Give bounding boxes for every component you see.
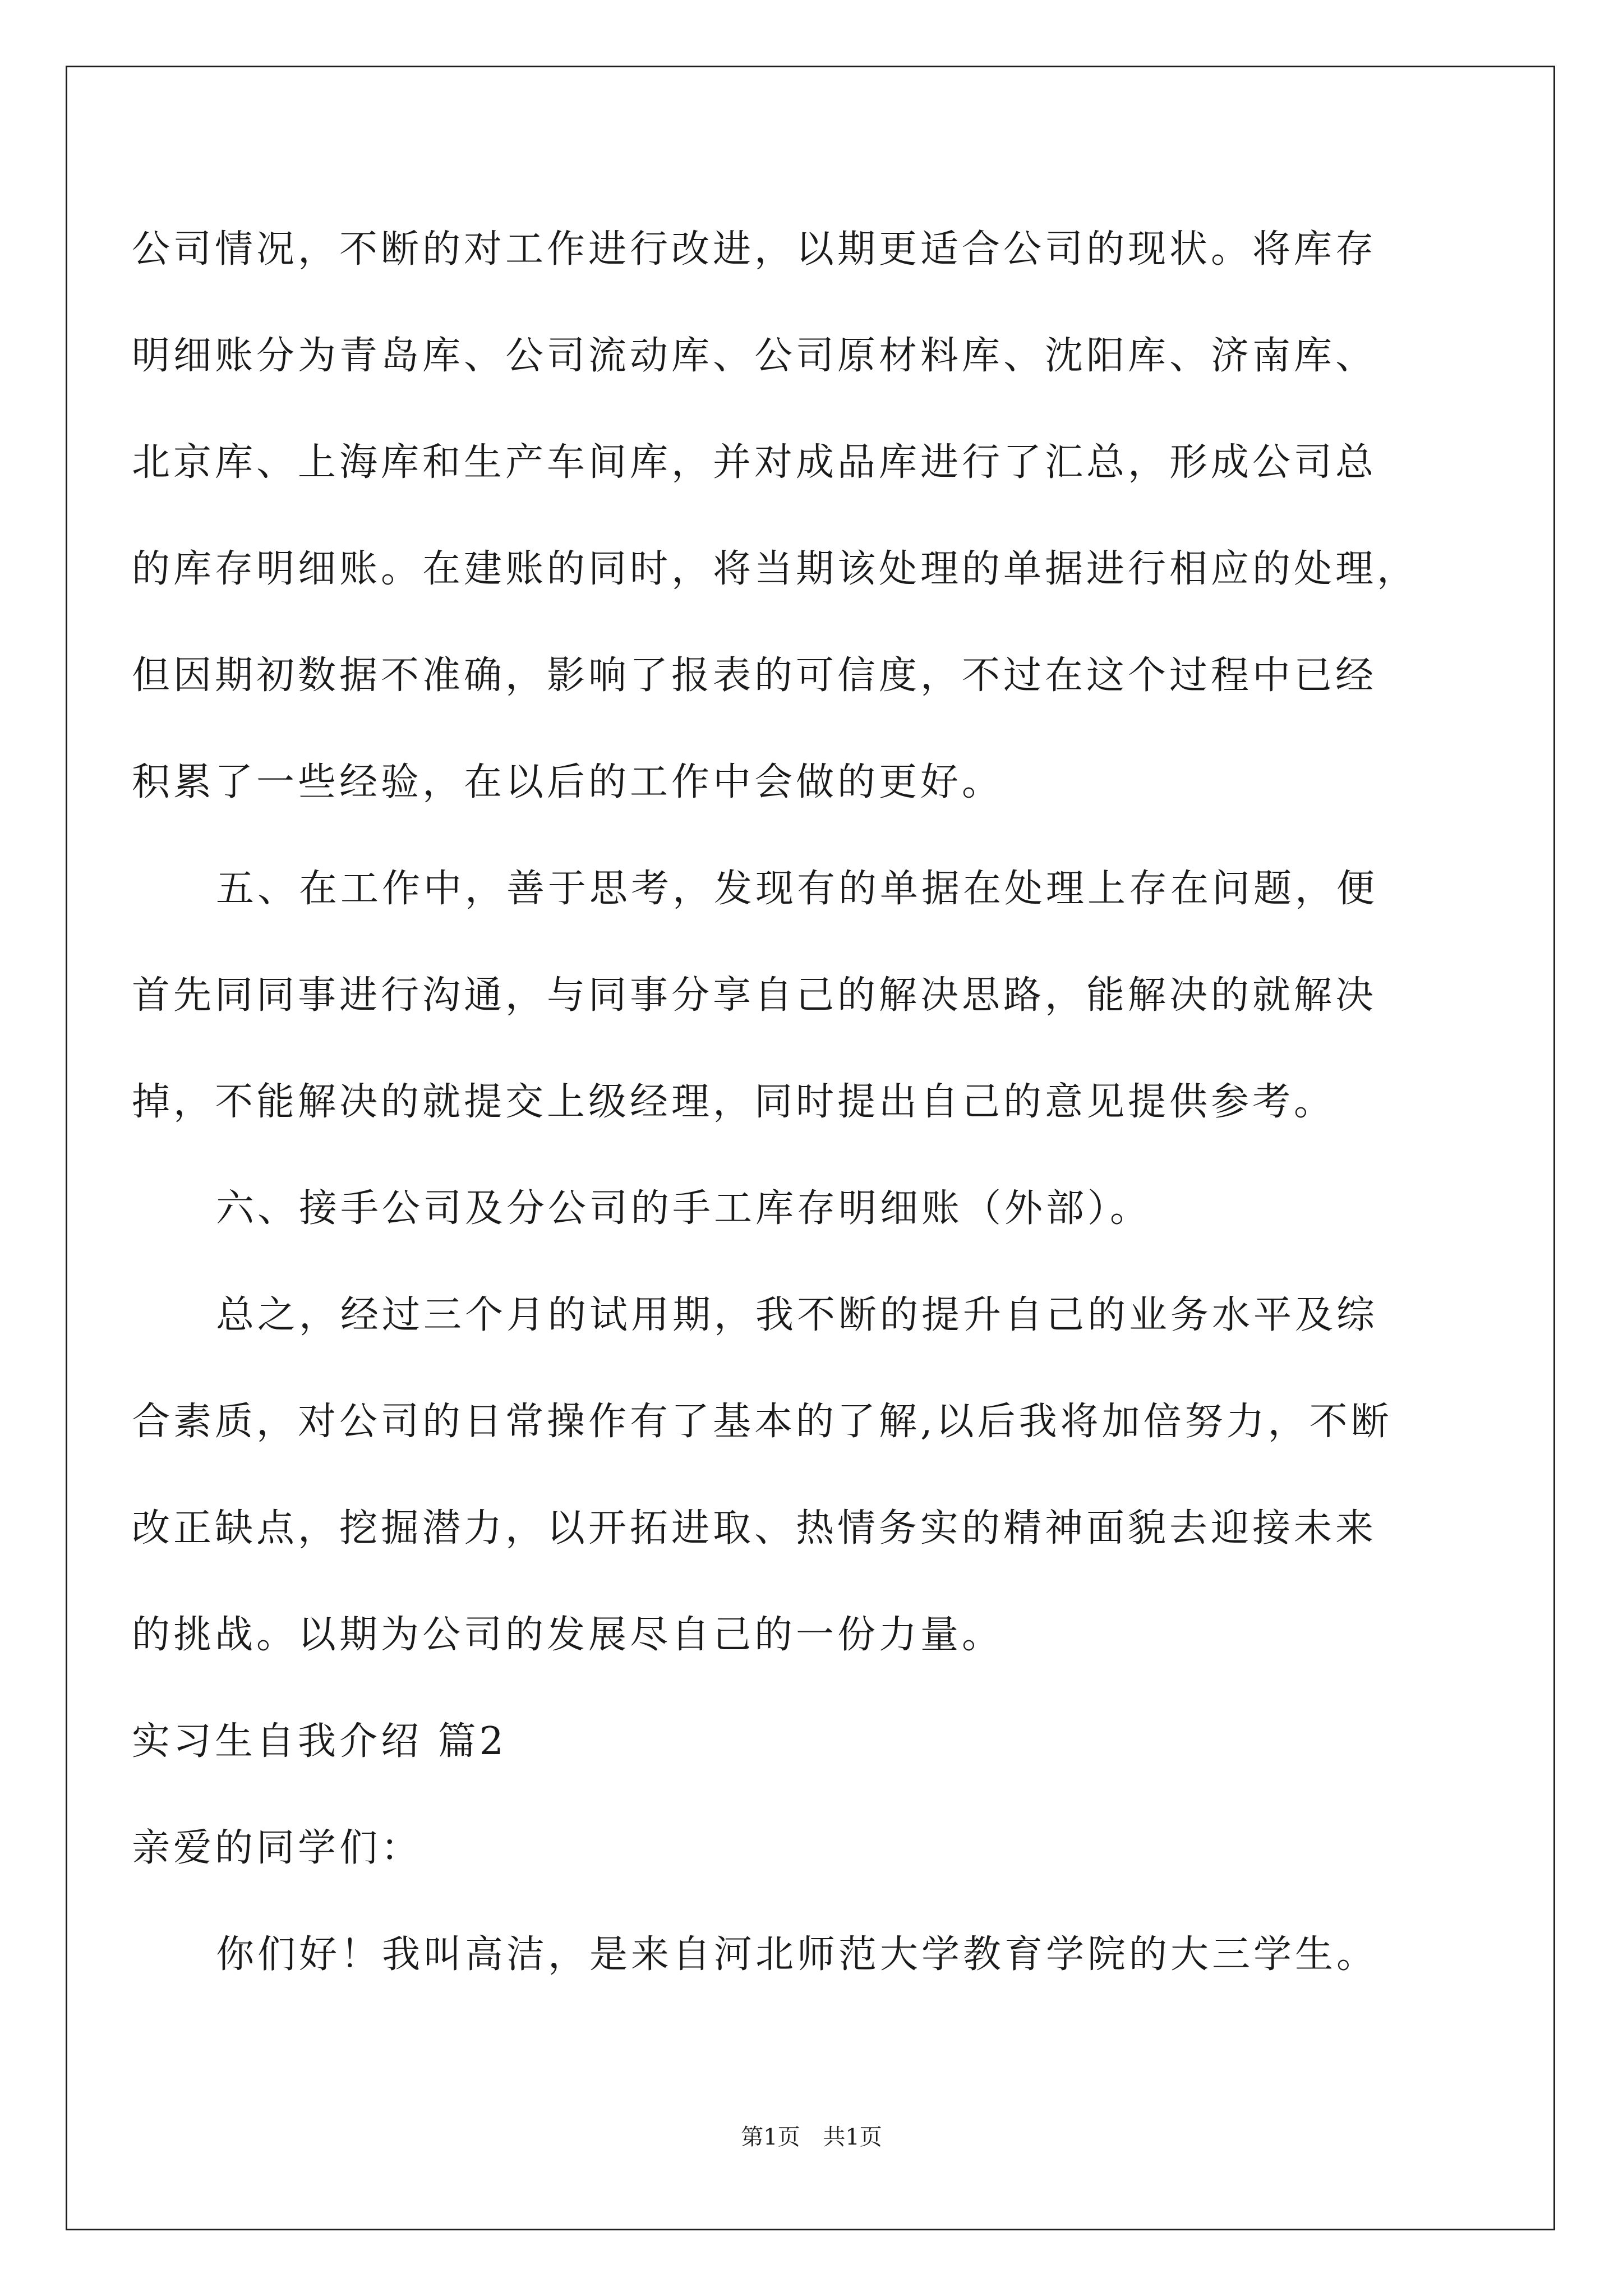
page-number: 第1页 (741, 2124, 800, 2150)
text-line: 北京库、上海库和生产车间库，并对成品库进行了汇总，形成公司总 (132, 440, 1377, 485)
paragraph-first-line: 你们好！我叫高洁，是来自河北师范大学教育学院的大三学生。 (216, 1932, 1378, 1977)
page-total: 共1页 (823, 2124, 882, 2150)
text-line: 的挑战。以期为公司的发展尽自己的一份力量。 (132, 1613, 1004, 1657)
text-line: 改正缺点，挖掘潜力，以开拓进取、热情务实的精神面貌去迎接未来 (132, 1506, 1377, 1550)
text-line: 但因期初数据不准确，影响了报表的可信度，不过在这个过程中已经 (132, 654, 1377, 698)
paragraph-first-line: 五、在工作中，善于思考，发现有的单据在处理上存在问题，便 (216, 867, 1378, 911)
paragraph-first-line: 六、接手公司及分公司的手工库存明细账（外部）。 (216, 1186, 1152, 1231)
paragraph-first-line: 总之，经过三个月的试用期，我不断的提升自己的业务水平及综 (216, 1293, 1378, 1337)
page-border (66, 66, 1555, 2230)
salutation: 亲爱的同学们： (132, 1826, 423, 1870)
text-line: 的库存明细账。在建账的同时，将当期该处理的单据进行相应的处理， (132, 547, 1419, 591)
text-line: 明细账分为青岛库、公司流动库、公司原材料库、沈阳库、济南库、 (132, 334, 1377, 378)
text-line: 积累了一些经验，在以后的工作中会做的更好。 (132, 760, 1004, 804)
text-line: 掉，不能解决的就提交上级经理，同时提出自己的意见提供参考。 (132, 1080, 1336, 1124)
page-footer (0, 2120, 1623, 2154)
section-heading: 实习生自我介绍 篇2 (132, 1719, 507, 1764)
text-line: 合素质，对公司的日常操作有了基本的了解,以后我将加倍努力，不断 (132, 1400, 1393, 1444)
text-line: 首先同同事进行沟通，与同事分享自己的解决思路，能解决的就解决 (132, 973, 1377, 1018)
text-line: 公司情况，不断的对工作进行改进，以期更适合公司的现状。将库存 (132, 227, 1377, 272)
